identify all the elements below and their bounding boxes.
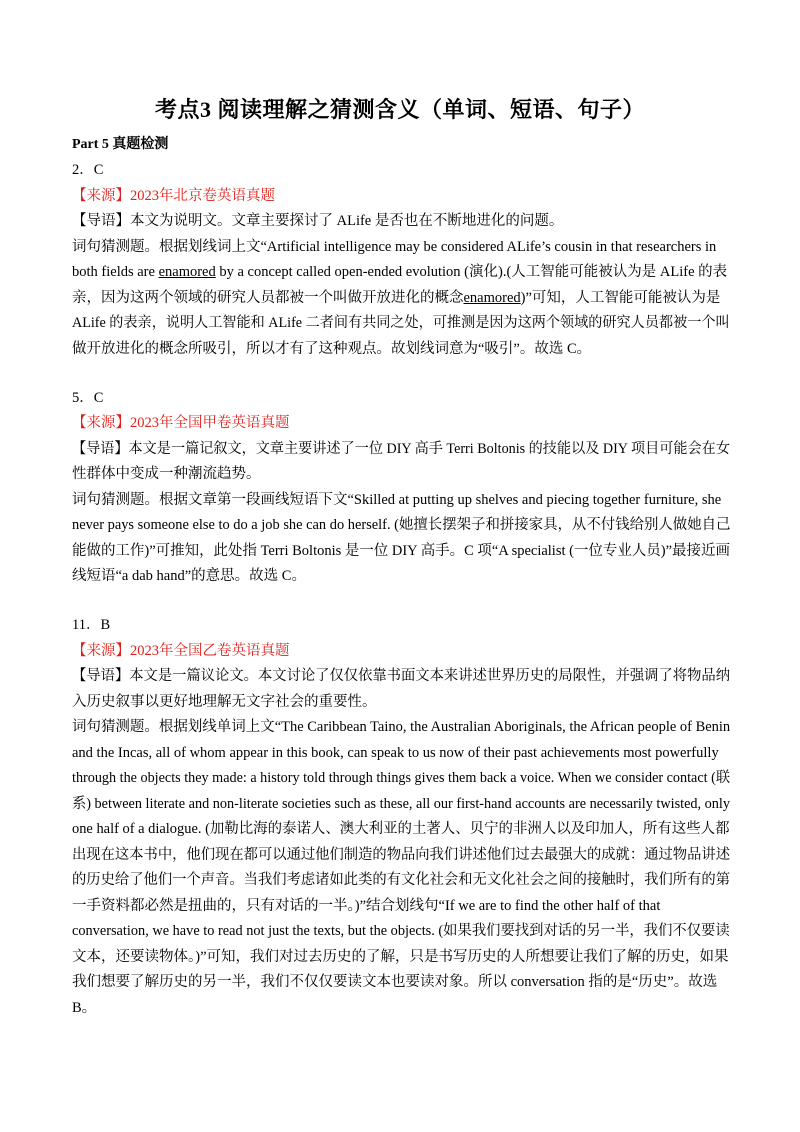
explanation-line: 词句猜测题。根据文章第一段画线短语下文“Skilled at putting up shelves and piecing together furniture, she — [72, 492, 722, 508]
part-heading: Part 5 真题检测 — [72, 137, 169, 152]
underlined-word: enamored — [463, 290, 521, 306]
explanation-line: never pays someone else to do a job she can do herself. (她擅长摆架子和拼接家具，从不付钱给别人做她自己 — [72, 517, 731, 533]
explanation-line: one half of a dialogue. (加勒比海的泰诺人、澳大利亚的土著人、贝宁的非洲人以及印加人，所有这些人都 — [72, 821, 730, 837]
explanation-line: 词句猜测题。根据划线单词上文“The Caribbean Taino, the Australian Aboriginals, the African people of Benin — [72, 719, 731, 735]
page-title: 考点3 阅读理解之猜测含义（单词、短语、句子） — [154, 97, 645, 122]
explanation-line: B。 — [72, 1000, 97, 1016]
guide-text: 【导语】本文是一篇记叙文，文章主要讲述了一位 DIY 高手 Terri Boltonis 的技能以及 DIY 项目可能会在女 — [72, 441, 730, 457]
source-label: 【来源】2023年全国甲卷英语真题 — [72, 415, 290, 431]
underlined-word: enamored — [158, 264, 216, 280]
explanation-line: 文本，还要读物体。)”可知，我们对过去历史的了解，只是书写历史的人所想要让我们了解的历史，如果 — [72, 949, 729, 965]
explanation-line: 的历史给了他们一个声音。当我们考虑诸如此类的有文化社会和无文化社会之间的接触时，我们所有的第 — [72, 872, 730, 888]
explanation-line: 词句猜测题。根据划线词上文“Artificial intelligence may be considered ALife’s cousin in that researchers in — [72, 239, 717, 255]
explanation-line: 亲，因为这两个领域的研究人员都被一个叫做开放进化的概念enamored)”可知，人工智能可能被认为是 — [72, 290, 721, 306]
source-label: 【来源】2023年全国乙卷英语真题 — [72, 643, 290, 659]
explanation-line: and the Incas, all of whom appear in this book, can speak to us now of their past achievements most powerfully — [72, 745, 719, 761]
explanation-line: both fields are enamored by a concept called open-ended evolution (演化).(人工智能可能被认为是 ALife 的表 — [72, 264, 728, 280]
explanation-line: through the objects they made: a history told through things gives them back a voice. When we consider contact (联 — [72, 770, 731, 786]
explanation-line: ALife 的表亲，说明人工智能和 ALife 二者间有共同之处，可推测是因为这两个领域的研究人员都被一个叫 — [72, 315, 730, 331]
explanation-line: 一手资料都必然是扭曲的，只有对话的一半。)”结合划线句“If we are to find the other half of that — [72, 898, 661, 914]
guide-text: 入历史叙事以更好地理解无文字社会的重要性。 — [72, 694, 377, 710]
explanation-line: 系) between literate and non-literate societies such as these, all our first-hand accounts are necessarily twisted, only — [72, 796, 730, 812]
guide-text: 性群体中变成一种潮流趋势。 — [72, 466, 261, 482]
guide-text: 【导语】本文为说明文。文章主要探讨了 ALife 是否也在不断地进化的问题。 — [72, 213, 564, 229]
explanation-line: 做开放进化的概念所吸引，所以才有了这种观点。故划线词意为“吸引”。故选 C。 — [72, 341, 592, 357]
explanation-line: conversation, we have to read not just the texts, but the objects. (如果我们要找到对话的另一半，我们不仅要读 — [72, 923, 730, 939]
explanation-line: 能做的工作)”可推知，此处指 Terri Boltonis 是一位 DIY 高手。C 项“A specialist (一位专业人员)”最接近画 — [72, 543, 730, 559]
guide-text: 【导语】本文是一篇议论文。本文讨论了仅仅依靠书面文本来讲述世界历史的局限性，并强调了将物品纳 — [72, 668, 730, 684]
source-label: 【来源】2023年北京卷英语真题 — [72, 188, 275, 204]
explanation-line: 线短语“a dab hand”的意思。故选 C。 — [72, 568, 306, 584]
answer-number: 11．B — [72, 617, 111, 633]
answer-number: 2．C — [72, 162, 104, 178]
explanation-line: 出现在这本书中，他们现在都可以通过他们制造的物品向我们讲述他们过去最强大的成就：通过物品讲述 — [72, 847, 730, 863]
answer-number: 5．C — [72, 390, 104, 406]
explanation-line: 我们想要了解历史的另一半，我们不仅仅要读文本也要读对象。所以 conversation 指的是“历史”。故选 — [72, 974, 718, 990]
